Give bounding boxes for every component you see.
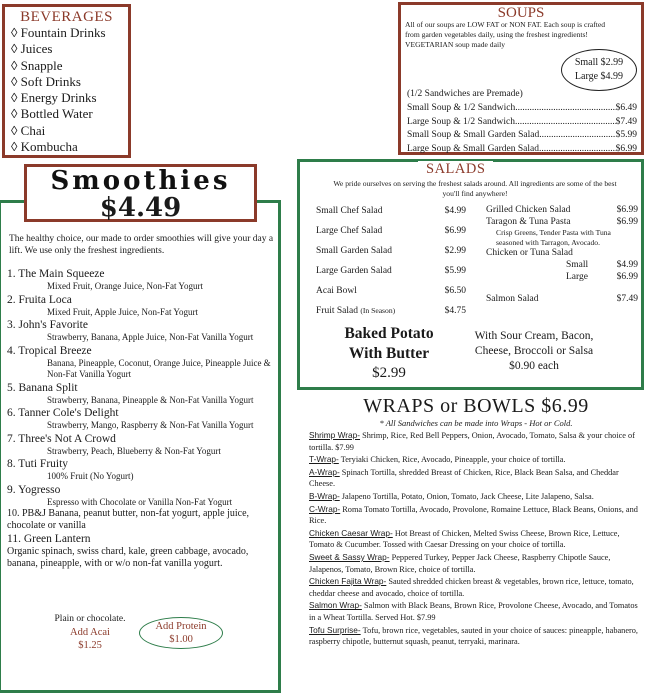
smoothie-item bbox=[7, 457, 279, 483]
smoothie-item bbox=[7, 432, 279, 458]
smoothie-item bbox=[7, 293, 279, 319]
salads-desc: We pride ourselves on serving the freshest salads around. All ingredients are some of the best you'll find anywhere! bbox=[333, 179, 617, 198]
sandwich-premade-note: (1/2 Sandwiches are Premade) bbox=[407, 89, 523, 99]
potato-line: With Butter bbox=[348, 345, 430, 362]
salad-price: $2.99 bbox=[444, 246, 466, 256]
smoothie-name: 4. Tropical Breeze bbox=[7, 344, 92, 357]
smoothie-item bbox=[7, 344, 279, 381]
salad-name: Large Chef Salad bbox=[316, 226, 383, 236]
leader-dots bbox=[539, 143, 616, 157]
smoothie-ingredients: Strawberry, Banana, Apple Juice, Non-Fat Vanilla Yogurt bbox=[47, 332, 254, 342]
extras-price: $0.90 each bbox=[509, 360, 559, 372]
beverage-item: ◊ Fountain Drinks bbox=[11, 25, 106, 40]
salad-name: Small Garden Salad bbox=[316, 246, 392, 256]
soup-price-oval bbox=[561, 49, 637, 91]
combo-name: Small Soup & Small Garden Salad bbox=[407, 130, 540, 140]
salad-name: Salmon Salad bbox=[486, 294, 539, 304]
smoothie-name: 7. Three's Not A Crowd bbox=[7, 432, 116, 445]
beverages-section bbox=[2, 4, 131, 158]
smoothies-price: $4.49 bbox=[99, 193, 182, 223]
smoothie-ingredients: Mixed Fruit, Orange Juice, Non-Fat Yogurt bbox=[47, 281, 203, 291]
smoothie-name: 3. John's Favorite bbox=[7, 319, 88, 331]
wrap-item bbox=[309, 576, 646, 599]
salad-size: Large bbox=[566, 272, 588, 282]
wrap-item bbox=[309, 454, 646, 466]
smoothie-item bbox=[7, 318, 279, 344]
soups-desc-line: All of our soups are LOW FAT or NON FAT. Each soup is crafted bbox=[405, 20, 606, 29]
smoothie-item-pbj: 10. PB&J Banana, peanut butter, non-fat yogurt, apple juice, chocolate or vanilla bbox=[7, 508, 250, 531]
salad-name: Chicken or Tuna Salad bbox=[486, 248, 573, 258]
salad-description: Crisp Greens, Tender Pasta with Tuna seasoned with Tarragon, Avocado. bbox=[496, 228, 611, 247]
extras-line: With Sour Cream, Bacon, bbox=[474, 330, 594, 342]
salad-name: Large Garden Salad bbox=[316, 266, 392, 276]
wrap-desc: Tofu, brown rice, vegetables, sauted in your choice of sauces: pineapple, habanero, raspberry chipotle, butternut squash, peanut, terryaki, marinara. bbox=[309, 625, 638, 647]
salad-row bbox=[486, 204, 638, 216]
acai-addon bbox=[45, 613, 135, 652]
beverage-item: ◊ Juices bbox=[11, 41, 53, 57]
wrap-name: Tofu Surprise- bbox=[309, 624, 361, 635]
salad-size: Small bbox=[566, 260, 589, 270]
smoothie-list bbox=[7, 267, 279, 570]
baked-potato bbox=[330, 324, 448, 382]
beverage-item: ◊ Kombucha bbox=[11, 139, 78, 155]
smoothie-name: 11. Green Lantern bbox=[7, 533, 91, 545]
salad-name: Small Chef Salad bbox=[316, 206, 383, 216]
leader-dots bbox=[539, 129, 615, 143]
combo-name: Large Soup & 1/2 Sandwich bbox=[407, 116, 516, 127]
plain-or-chocolate: Plain or chocolate. bbox=[54, 614, 126, 624]
salad-row bbox=[316, 244, 466, 264]
smoothies-sign bbox=[24, 164, 257, 222]
salad-row bbox=[316, 284, 466, 304]
smoothie-name: 5. Banana Split bbox=[7, 381, 78, 394]
smoothie-ingredients: Strawberry, Peach, Blueberry & Non-Fat Yogurt bbox=[47, 445, 221, 456]
smoothie-item bbox=[7, 267, 279, 293]
salad-price: $6.99 bbox=[616, 205, 638, 215]
salad-row bbox=[316, 264, 466, 284]
smoothie-ingredients: Mixed Fruit, Apple Juice, Non-Fat Yogurt bbox=[47, 306, 199, 317]
smoothie-ingredients: Strawberry, Mango, Raspberry & Non-Fat Vanilla Yogurt bbox=[47, 420, 254, 430]
combo-price: $7.49 bbox=[615, 116, 637, 127]
salad-note: (In Season) bbox=[360, 306, 396, 315]
smoothie-ingredients: Banana, Pineapple, Coconut, Orange Juice, Pineapple Juice & Non-Fat Vanilla Yogurt bbox=[47, 357, 271, 379]
combo-price: $5.99 bbox=[615, 130, 637, 140]
wrap-item bbox=[309, 625, 646, 648]
smoothie-name: 6. Tanner Cole's Delight bbox=[7, 407, 119, 419]
smoothies-title: Smoothies bbox=[50, 166, 231, 196]
wrap-item bbox=[309, 504, 646, 527]
wrap-item bbox=[309, 528, 646, 551]
soup-small-price: Small $2.99 bbox=[574, 57, 624, 68]
salad-name: Acai Bowl bbox=[316, 286, 357, 296]
potato-line: Baked Potato bbox=[344, 325, 434, 342]
beverage-item: ◊ Soft Drinks bbox=[11, 73, 81, 89]
combo-price: $6.99 bbox=[615, 143, 637, 154]
wrap-desc: Jalapeno Tortilla, Potato, Onion, Tomato, Jack Cheese, Lite Jalapeno, Salsa. bbox=[339, 491, 594, 501]
smoothie-ingredients: 100% Fruit (No Yogurt) bbox=[47, 471, 134, 481]
wrap-name: A-Wrap- bbox=[309, 466, 340, 477]
smoothie-name: 1. The Main Squeeze bbox=[7, 268, 105, 280]
wrap-name: B-Wrap- bbox=[309, 490, 340, 501]
salad-row bbox=[486, 216, 638, 228]
salad-row bbox=[316, 204, 466, 224]
wrap-item bbox=[309, 552, 646, 575]
soups-desc-line: VEGETARIAN soup made daily bbox=[405, 40, 505, 49]
wrap-desc: Sauted shredded chicken breast & vegetables, brown rice, lettuce, tomato, cheddar cheese and avocado, choice of tortilla. bbox=[309, 577, 634, 598]
smoothies-section bbox=[0, 200, 281, 693]
beverage-item: ◊ Chai bbox=[11, 122, 46, 138]
soups-title: SOUPS bbox=[497, 5, 545, 21]
salad-price: $5.99 bbox=[444, 266, 466, 276]
salad-size-row bbox=[486, 271, 638, 283]
smoothie-name: 8. Tuti Fruity bbox=[7, 458, 69, 470]
smoothies-intro: The healthy choice, our made to order smoothies will give your day a lift. We use only the freshest ingredients. bbox=[9, 234, 274, 256]
wrap-desc: Peppered Turkey, Pepper Jack Cheese, Raspberry Chipotle Sauce, Jalapenos, Tomato, Brown Rice, choice of tortilla. bbox=[309, 552, 611, 574]
smoothie-ingredients: Strawberry, Banana, Pineapple & Non-Fat Vanilla Yogurt bbox=[47, 394, 254, 405]
wrap-item bbox=[309, 600, 646, 623]
add-acai-label: Add Acai bbox=[70, 627, 110, 638]
wrap-desc: Spinach Tortilla, shredded Breast of Chicken, Rice, Black Bean Salsa, and Cheddar Cheese. bbox=[309, 467, 619, 489]
salad-row bbox=[486, 293, 638, 305]
salads-title: SALADS bbox=[418, 161, 493, 178]
salad-price: $4.99 bbox=[616, 260, 638, 270]
salad-name-wrap bbox=[316, 304, 395, 324]
wrap-desc: Hot Breast of Chicken, Melted Swiss Cheese, Brown Rice, Lettuce, Tomato & Cucumber. Tossed with Caesar Dressing on your choice of tortilla. bbox=[309, 528, 620, 550]
wrap-desc: Teryiaki Chicken, Rice, Avocado, Pineapple, your choice of tortilla. bbox=[338, 455, 566, 465]
combo-name: Large Soup & Small Garden Salad bbox=[407, 143, 540, 154]
leader-dots bbox=[515, 116, 616, 130]
salad-row bbox=[486, 247, 638, 259]
beverage-item: ◊ Energy Drinks bbox=[11, 90, 97, 106]
soup-combo-row bbox=[407, 129, 637, 143]
smoothie-name: 2. Fruita Loca bbox=[7, 293, 72, 306]
salads-section bbox=[297, 159, 644, 390]
potato-extras bbox=[450, 329, 618, 374]
soup-combo-row bbox=[407, 116, 637, 130]
smoothie-item bbox=[7, 483, 279, 509]
wrap-name: Chicken Caesar Wrap- bbox=[309, 527, 393, 538]
leader-dots bbox=[515, 102, 615, 116]
soup-combo-row bbox=[407, 143, 637, 157]
beverage-item: ◊ Snapple bbox=[11, 57, 63, 73]
salad-price: $6.99 bbox=[616, 217, 638, 227]
wrap-name: C-Wrap- bbox=[309, 503, 341, 514]
wraps-title: WRAPS or BOWLS $6.99 bbox=[363, 395, 589, 417]
salad-price: $6.99 bbox=[444, 226, 466, 236]
add-protein-price: $1.00 bbox=[169, 634, 193, 645]
wrap-name: T-Wrap- bbox=[309, 454, 339, 465]
combo-price: $6.49 bbox=[615, 103, 637, 113]
salad-price: $4.75 bbox=[444, 306, 466, 316]
soups-desc-line: from garden vegetables daily, using the freshest ingredients! bbox=[405, 30, 588, 39]
wrap-desc: Salmon with Black Beans, Brown Rice, Provolone Cheese, Avocado, and Tomatos in a Wheat Tortilla. Served Hot. $7.99 bbox=[309, 601, 638, 622]
wraps-section bbox=[306, 394, 646, 649]
wraps-note: * All Sandwiches can be made into Wraps - Hot or Cold. bbox=[379, 418, 573, 428]
wrap-desc: Shrimp, Rice, Red Bell Peppers, Onion, Avocado, Tomato, Salsa & your choice of tortilla. $7.99 bbox=[309, 431, 635, 452]
soups-section bbox=[398, 2, 644, 155]
wrap-item bbox=[309, 491, 646, 503]
smoothie-name: 9. Yogresso bbox=[7, 483, 61, 496]
wrap-name: Sweet & Sassy Wrap- bbox=[309, 551, 390, 562]
potato-price: $2.99 bbox=[372, 365, 406, 381]
add-protein-oval bbox=[139, 617, 223, 649]
smoothie-ingredients: Espresso with Chocolate or Vanilla Non-Fat Yogurt bbox=[47, 496, 233, 507]
salad-price: $6.50 bbox=[444, 286, 466, 296]
wrap-name: Salmon Wrap- bbox=[309, 600, 362, 611]
beverage-item: ◊ Bottled Water bbox=[11, 106, 93, 122]
salads-left-column bbox=[316, 204, 466, 324]
combo-name: Small Soup & 1/2 Sandwich bbox=[407, 103, 516, 113]
salad-size-row bbox=[486, 259, 638, 271]
wrap-name: Shrimp Wrap- bbox=[309, 430, 361, 440]
salads-right-column bbox=[486, 204, 638, 305]
wrap-name: Chicken Fajita Wrap- bbox=[309, 576, 387, 587]
add-acai-price: $1.25 bbox=[78, 640, 102, 651]
wrap-item bbox=[309, 467, 646, 490]
smoothie-item bbox=[7, 381, 279, 407]
soup-large-price: Large $4.99 bbox=[574, 71, 624, 82]
wrap-desc: Roma Tomato Tortilla, Avocado, Provolone, Romaine Lettuce, Black Beans, Onions, and Rice. bbox=[309, 504, 638, 526]
salad-price: $7.49 bbox=[616, 294, 638, 304]
salad-row bbox=[316, 224, 466, 244]
salad-price: $6.99 bbox=[616, 272, 638, 282]
beverages-title: BEVERAGES bbox=[20, 9, 113, 25]
soup-combo-row bbox=[407, 102, 637, 116]
extras-line: Cheese, Broccoli or Salsa bbox=[474, 345, 594, 357]
add-protein-label: Add Protein bbox=[155, 621, 207, 632]
salad-name: Taragon & Tuna Pasta bbox=[486, 217, 571, 227]
smoothie-item bbox=[7, 406, 279, 432]
salad-price: $4.99 bbox=[444, 206, 466, 216]
wrap-item bbox=[309, 430, 646, 453]
soup-combo-list bbox=[407, 102, 637, 156]
salad-name: Fruit Salad bbox=[316, 306, 358, 316]
smoothie-ingredients: Organic spinach, swiss chard, kale, green cabbage, avocado, banana, pineapple, with or w/o non-fat vanilla yogurt. bbox=[7, 546, 249, 569]
salad-row bbox=[316, 304, 466, 324]
salad-name: Grilled Chicken Salad bbox=[486, 205, 571, 215]
